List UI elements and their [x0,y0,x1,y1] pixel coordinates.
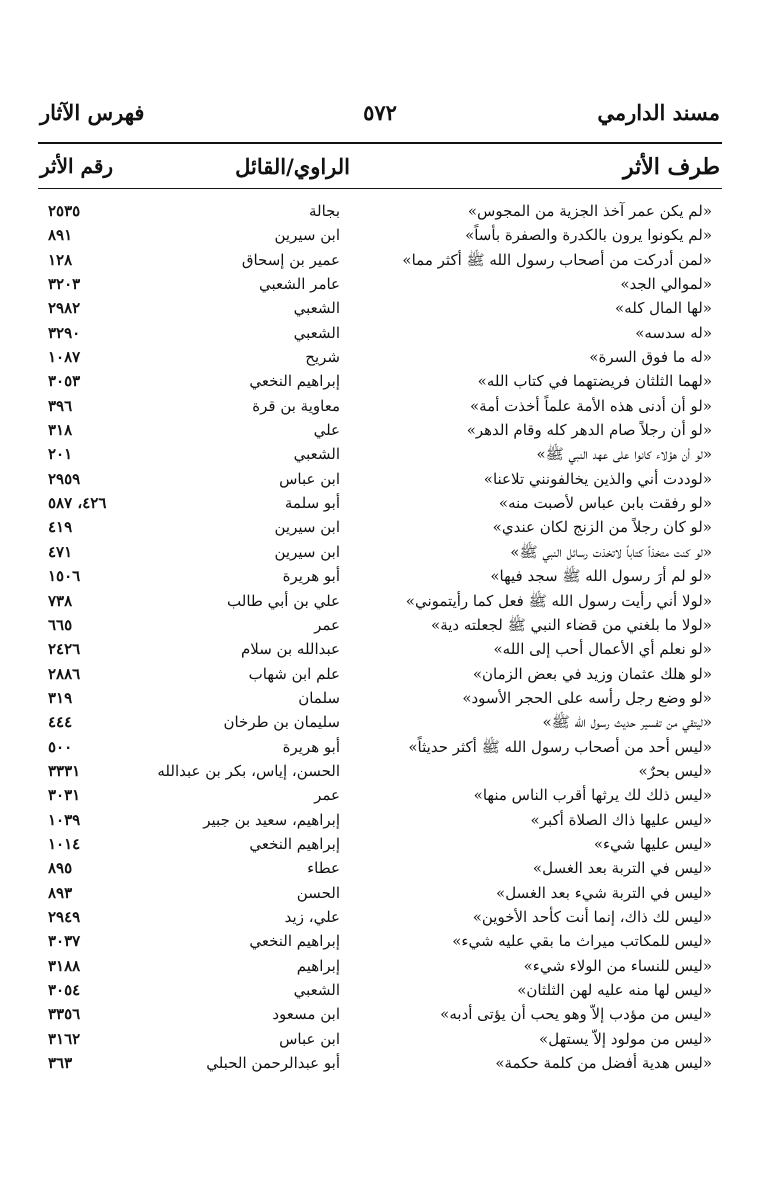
narrator-name: ابن سيرين [274,226,340,245]
athar-incipit: «لو وضع رجل رأسه على الحجر الأسود» [462,688,712,707]
athar-incipit: «ليتقي من تفسير حديث رسول الله ﷺ» [542,713,712,732]
athar-incipit: «لوددت أني والذين يخالفونني تلاعنا» [483,469,712,488]
index-entry-row [40,930,720,954]
narrator-name: معاوية بن قرة [252,396,340,415]
athar-incipit: «لو أن رجلاً صام الدهر كله وقام الدهر» [466,421,712,440]
athar-incipit: «ليس للمكاتب ميراث ما بقي عليه شيء» [452,932,712,951]
athar-number: ٦٦٥ [48,615,73,634]
athar-incipit: «لولا أني رأيت رسول الله ﷺ فعل كما رأيتموني» [405,591,712,610]
index-entry-row [40,370,720,394]
index-entry-row [40,346,720,370]
narrator-name: أبو هريرة [282,737,340,756]
narrator-name: الشعبي [293,981,340,999]
athar-number: ٣١٩ [48,688,73,707]
index-entry-row [40,906,720,930]
index-entry-row [40,614,720,638]
athar-number: ٣٣٥٦ [48,1005,81,1024]
narrator-name: عمير بن إسحاق [241,250,340,269]
narrator-name: الشعبي [293,299,340,318]
index-entry-row [40,857,720,881]
athar-incipit: «ليس من مولود إلاّ يستهل» [539,1029,712,1048]
athar-incipit: «لم يكن عمر آخذ الجزية من المجوس» [467,202,712,220]
narrator-name: ابن عباس [279,1029,340,1048]
athar-number: ٣١٦٢ [48,1029,81,1048]
index-entry-row [40,784,720,808]
narrator-name: ابن عباس [279,469,340,488]
index-entry-row [40,736,720,760]
athar-incipit: «له ما فوق السرة» [589,348,712,367]
index-entry-row [40,468,720,492]
index-entry-row [40,249,720,273]
index-entry-row [40,273,720,297]
narrator-name: سليمان بن طرخان [223,713,340,732]
athar-incipit: «لم يكونوا يرون بالكدرة والصفرة بأساً» [465,226,712,245]
athar-incipit: «لو رفقت بابن عباس لأصبت منه» [498,494,712,513]
athar-incipit: «ليس عليها شيء» [593,834,712,853]
athar-number: ٣٩٦ [48,396,73,415]
page-number: ٥٧٢ [363,100,397,125]
narrator-name: الحسن [296,883,340,902]
index-entry-row [40,955,720,979]
narrator-name: إبراهيم النخعي [249,834,340,853]
athar-number: ٨٩٥ [48,859,73,878]
athar-number: ٢٨٨٦ [48,664,81,683]
narrator-name: علم ابن شهاب [248,664,340,683]
athar-incipit: «له سدسه» [635,323,712,342]
athar-incipit: «لو نعلم أي الأعمال أحب إلى الله» [493,640,712,659]
narrator-name: سلمان [298,688,340,707]
athar-incipit: «لها المال كله» [615,299,712,318]
narrator-name: بجالة [308,202,340,220]
athar-number: ٣٢٩٠ [48,323,81,342]
athar-incipit: «لو أن هؤلاء كانوا على عهد النبي ﷺ» [536,445,712,464]
running-header [40,100,720,140]
athar-number: ٣٠٥٣ [48,372,81,391]
athar-incipit: «لو كان رجلاً من الزنج لكان عندي» [492,518,712,537]
narrator-name: إبراهيم النخعي [249,372,340,391]
index-entry-row [40,541,720,565]
athar-number: ٧٣٨ [48,591,73,610]
narrator-name: عطاء [307,859,340,878]
index-entry-row [40,419,720,443]
index-entry-row [40,638,720,662]
athar-incipit: «ليس للنساء من الولاء شيء» [523,956,712,975]
book-title: مسند الدارمي [597,100,720,125]
athar-incipit: «ليس هدية أفضل من كلمة حكمة» [495,1054,712,1073]
index-entry-row [40,687,720,711]
athar-number: ٣٠٣١ [48,786,81,805]
index-entry-row [40,224,720,248]
narrator-name: إبراهيم النخعي [249,932,340,951]
narrator-name: أبو سلمة [284,494,340,513]
narrator-name: ابن سيرين [274,542,340,561]
athar-number: ٣٦٣ [48,1054,73,1073]
index-entry-row [40,492,720,516]
narrator-name: ابن مسعود [272,1005,340,1024]
athar-number: ٤٢٦، ٥٨٧ [48,494,107,513]
athar-number: ١٥٠٦ [48,567,81,586]
index-entry-row [40,516,720,540]
index-entry-row [40,200,720,224]
narrator-name: الحسن، إياس، بكر بن عبدالله [157,761,340,780]
narrator-name: ابن سيرين [274,518,340,537]
narrator-name: علي، زيد [284,907,340,926]
athar-incipit: «لو كنت متخذاً كتاباً لاتخذت رسائل النبي ﷺ» [510,542,712,561]
column-header-narrator: الراوي/القائل [235,154,350,179]
athar-number: ١٠٨٧ [48,348,81,367]
athar-number: ٣١٨٨ [48,956,81,975]
index-entry-row [40,1028,720,1052]
athar-number: ٢٠١ [48,445,73,464]
section-title: فهرس الآثار [40,100,145,125]
column-header-athar: طرف الأثر [622,154,720,180]
athar-number: ٣٠٣٧ [48,932,81,951]
athar-number: ٨٩٣ [48,883,73,902]
athar-number: ١٢٨ [48,250,73,269]
narrator-name: أبو عبدالرحمن الحبلي [206,1054,340,1073]
athar-number: ٥٠٠ [48,737,73,756]
athar-number: ٣٢٠٣ [48,275,81,294]
athar-incipit: «لمن أدركت من أصحاب رسول الله ﷺ أكثر مما» [402,250,712,269]
athar-incipit: «ليس لك ذاك، إنما أنت كأحد الأخوين» [472,907,712,926]
narrator-name: الشعبي [293,445,340,464]
column-header-number: رقم الأثر [40,154,114,178]
athar-incipit: «لو لم أرَ رسول الله ﷺ سجد فيها» [490,567,712,586]
narrator-name: إبراهيم [296,956,340,975]
narrator-name: أبو هريرة [282,567,340,586]
narrator-name: عمر [314,615,340,634]
narrator-name: عامر الشعبي [259,275,340,294]
athar-incipit: «ليس عليها ذاك الصلاة أكبر» [530,810,712,829]
athar-incipit: «لهما الثلثان فريضتهما في كتاب الله» [477,372,712,391]
column-header-rule [38,188,722,189]
entry-list [40,200,720,1076]
index-entry-row [40,1052,720,1076]
index-entry-row [40,833,720,857]
athar-number: ١٠٣٩ [48,810,81,829]
athar-number: ٨٩١ [48,226,73,245]
index-entry-row [40,297,720,321]
athar-number: ٣٣٣١ [48,761,81,780]
index-entry-row [40,443,720,467]
index-entry-row [40,809,720,833]
index-entry-row [40,590,720,614]
athar-incipit: «لو أن أدنى هذه الأمة علماً أخذت أمة» [469,396,712,415]
index-entry-row [40,663,720,687]
athar-number: ٢٩٥٩ [48,469,81,488]
narrator-name: الشعبي [293,323,340,342]
narrator-name: عبدالله بن سلام [240,640,340,659]
athar-incipit: «لو هلك عثمان وزيد في بعض الزمان» [472,664,712,683]
index-entry-row [40,882,720,906]
index-entry-row [40,760,720,784]
athar-number: ٣١٨ [48,421,73,440]
athar-incipit: «ليس أحد من أصحاب رسول الله ﷺ أكثر حديثاً» [408,737,712,756]
index-entry-row [40,565,720,589]
index-entry-row [40,711,720,735]
athar-number: ٢٥٣٥ [48,202,81,220]
athar-incipit: «ليس بحرٌ» [638,761,712,780]
athar-incipit: «ليس في التربة بعد الغسل» [532,859,712,878]
athar-incipit: «ليس ذلك لك يرثها أقرب الناس منها» [473,786,712,805]
narrator-name: عمر [314,786,340,805]
athar-incipit: «ليس في التربة شيء بعد الغسل» [496,883,712,902]
athar-incipit: «ليس من مؤدب إلاّ وهو يحب أن يؤتى أدبه» [440,1005,712,1024]
athar-number: ٢٤٢٦ [48,640,81,659]
narrator-name: إبراهيم، سعيد بن جبير [203,810,340,829]
athar-incipit: «لولا ما بلغني من قضاء النبي ﷺ لجعلته دية» [431,615,712,634]
athar-number: ٤٤٤ [48,713,73,732]
index-entry-row [40,1003,720,1027]
narrator-name: علي بن أبي طالب [227,591,340,610]
athar-number: ٤١٩ [48,518,73,537]
index-entry-row [40,395,720,419]
athar-number: ١٠١٤ [48,834,81,853]
narrator-name: شريح [305,348,340,367]
index-entry-row [40,979,720,1003]
athar-incipit: «لموالي الجد» [620,275,712,294]
column-headers [40,152,720,186]
index-entry-row [40,322,720,346]
athar-number: ٣٠٥٤ [48,981,81,999]
athar-number: ٢٩٤٩ [48,907,81,926]
athar-incipit: «ليس لها منه عليه لهن الثلثان» [517,981,712,999]
athar-number: ٢٩٨٢ [48,299,81,318]
narrator-name: علي [313,421,340,440]
header-rule [38,142,722,144]
athar-number: ٤٧١ [48,542,73,561]
